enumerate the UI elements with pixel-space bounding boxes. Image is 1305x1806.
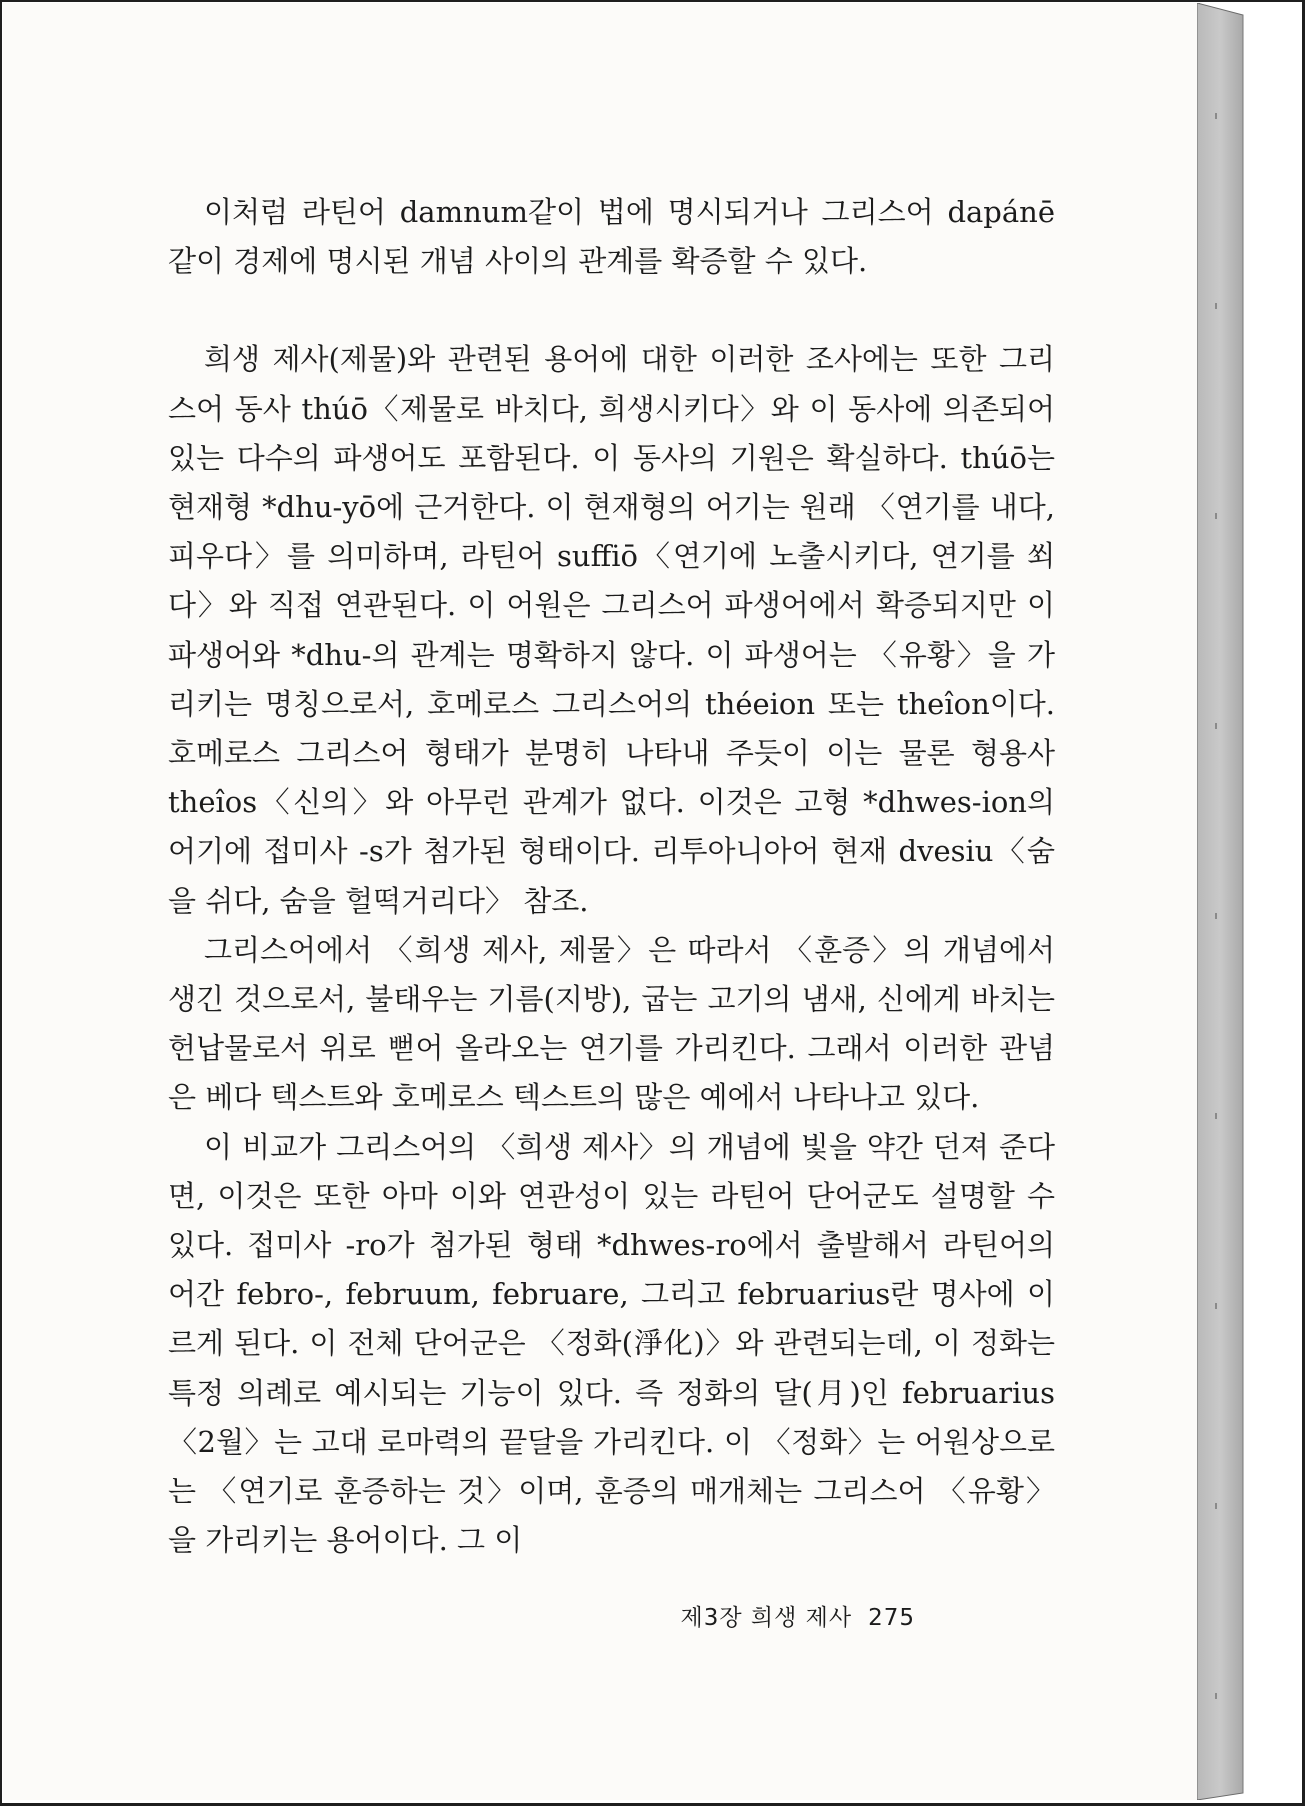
paragraph-1: 이처럼 라틴어 damnum같이 법에 명시되거나 그리스어 dapánē같이 경제에 명시된 개념 사이의 관계를 확증할 수 있다.: [168, 195, 1055, 279]
book-edge-stack: [1197, 3, 1300, 1800]
paragraph-2: 희생 제사(제물)와 관련된 용어에 대한 이러한 조사에는 또한 그리스어 동사 thúō〈제물로 바치다, 희생시키다〉와 이 동사에 의존되어 있는 다수의 파생어도 포함된다. 이 동사의 기원은 확실하다. thúō는 현재형 *dhu-yō에 근거한다. 이 현재형의 어기는 원래 〈연기를 내다, 피우다〉를 의미하며, 라틴어 suffiō〈연기에 노출시키다, 연기를 쐬다〉와 직접 연관된다. 이 어원은 그리스어 파생어에서 확증되지만 이 파생어와 *dhu-의 관계는 명확하지 않다. 이 파생어는 〈유황〉을 가리키는 명칭으로서, 호메로스 그리스어의 théeion 또는 theîon이다. 호메로스 그리스어 형태가 분명히 나타내 주듯이 이는 물론 형용사 theîos〈신의〉와 아무런 관계가 없다. 이것은 고형 *dhwes-ion의 어기에 접미사 -s가 첨가된 형태이다. 리투아니아어 현재 dvesiu〈숨을 쉬다, 숨을 헐떡거리다〉 참조.: [168, 342, 1055, 918]
page-body: [168, 188, 1055, 1565]
frame-top: [0, 0, 1305, 2]
page-number: 275: [868, 1605, 915, 1631]
running-header-chapter: 제3장 희생 제사: [680, 1605, 853, 1631]
page-footer: [681, 1599, 915, 1632]
paragraph-3: 그리스어에서 〈희생 제사, 제물〉은 따라서 〈훈증〉의 개념에서 생긴 것으로서, 불태우는 기름(지방), 굽는 고기의 냄새, 신에게 바치는 헌납물로서 위로 뻗어 올라오는 연기를 가리킨다. 그래서 이러한 관념은 베다 텍스트와 호메로스 텍스트의 많은 예에서 나타나고 있다.: [168, 932, 1055, 1115]
book-page: [3, 3, 1200, 1800]
frame-left: [0, 0, 2, 1806]
paragraph-4: 이 비교가 그리스어의 〈희생 제사〉의 개념에 빛을 약간 던져 준다면, 이것은 또한 아마 이와 연관성이 있는 라틴어 단어군도 설명할 수 있다. 접미사 -ro가 첨가된 형태 *dhwes-ro에서 출발해서 라틴어의 어간 febro-, februum, februare, 그리고 februarius란 명사에 이르게 된다. 이 전체 단어군은 〈정화(淨化)〉와 관련되는데, 이 정화는 특정 의례로 예시되는 기능이 있다. 즉 정화의 달(月)인 februarius〈2월〉는 고대 로마력의 끝달을 가리킨다. 이 〈정화〉는 어원상으로는 〈연기로 훈증하는 것〉이며, 훈증의 매개체는 그리스어 〈유황〉을 가리키는 용어이다. 그 이: [168, 1129, 1055, 1558]
